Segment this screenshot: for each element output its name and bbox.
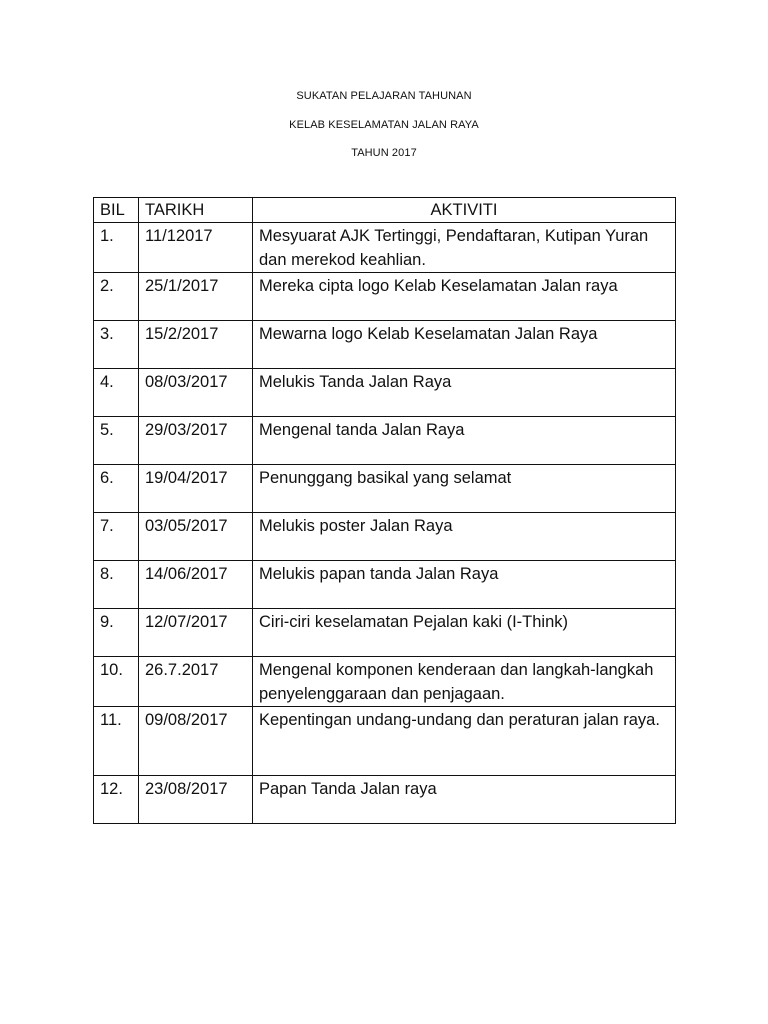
document-subtitle-club: KELAB KESELAMATAN JALAN RAYA <box>289 119 479 131</box>
table-header-row <box>94 198 676 223</box>
table-row <box>94 609 676 657</box>
table-row <box>94 465 676 513</box>
row-number: 10. <box>94 657 139 707</box>
row-activity: Penunggang basikal yang selamat <box>253 465 676 513</box>
table-row <box>94 776 676 824</box>
document-title: SUKATAN PELAJARAN TAHUNAN <box>296 90 472 102</box>
table-row <box>94 321 676 369</box>
row-date: 29/03/2017 <box>139 417 253 465</box>
row-activity: Mengenal tanda Jalan Raya <box>253 417 676 465</box>
table-row <box>94 561 676 609</box>
row-activity: Papan Tanda Jalan raya <box>253 776 676 824</box>
row-date: 12/07/2017 <box>139 609 253 657</box>
row-activity: Kepentingan undang-undang dan peraturan jalan raya. <box>253 707 676 776</box>
table-row <box>94 273 676 321</box>
row-date: 14/06/2017 <box>139 561 253 609</box>
row-activity: Melukis papan tanda Jalan Raya <box>253 561 676 609</box>
row-date: 09/08/2017 <box>139 707 253 776</box>
row-date: 26.7.2017 <box>139 657 253 707</box>
row-number: 6. <box>94 465 139 513</box>
row-number: 5. <box>94 417 139 465</box>
row-activity: Mereka cipta logo Kelab Keselamatan Jalan raya <box>253 273 676 321</box>
row-number: 9. <box>94 609 139 657</box>
row-activity: Mengenal komponen kenderaan dan langkah-langkah penyelenggaraan dan penjagaan. <box>253 657 676 707</box>
row-date: 19/04/2017 <box>139 465 253 513</box>
table-row <box>94 657 676 707</box>
row-date: 03/05/2017 <box>139 513 253 561</box>
row-date: 23/08/2017 <box>139 776 253 824</box>
row-number: 12. <box>94 776 139 824</box>
row-date: 08/03/2017 <box>139 369 253 417</box>
row-date: 25/1/2017 <box>139 273 253 321</box>
row-activity: Mewarna logo Kelab Keselamatan Jalan Raya <box>253 321 676 369</box>
row-activity: Ciri-ciri keselamatan Pejalan kaki (I-Think) <box>253 609 676 657</box>
document-subtitle-year: TAHUN 2017 <box>351 147 417 159</box>
table-row <box>94 707 676 776</box>
row-number: 8. <box>94 561 139 609</box>
row-activity: Melukis poster Jalan Raya <box>253 513 676 561</box>
table-row <box>94 223 676 273</box>
table-row <box>94 417 676 465</box>
row-activity: Mesyuarat AJK Tertinggi, Pendaftaran, Kutipan Yuran dan merekod keahlian. <box>253 223 676 273</box>
table-row <box>94 369 676 417</box>
column-header-tarikh: TARIKH <box>139 198 253 223</box>
activity-schedule-table <box>93 197 676 824</box>
column-header-bil: BIL <box>94 198 139 223</box>
row-number: 2. <box>94 273 139 321</box>
row-number: 3. <box>94 321 139 369</box>
table-row <box>94 513 676 561</box>
row-number: 11. <box>94 707 139 776</box>
row-number: 1. <box>94 223 139 273</box>
row-number: 7. <box>94 513 139 561</box>
row-number: 4. <box>94 369 139 417</box>
row-activity: Melukis Tanda Jalan Raya <box>253 369 676 417</box>
column-header-aktiviti: AKTIVITI <box>253 198 676 223</box>
row-date: 11/12017 <box>139 223 253 273</box>
row-date: 15/2/2017 <box>139 321 253 369</box>
